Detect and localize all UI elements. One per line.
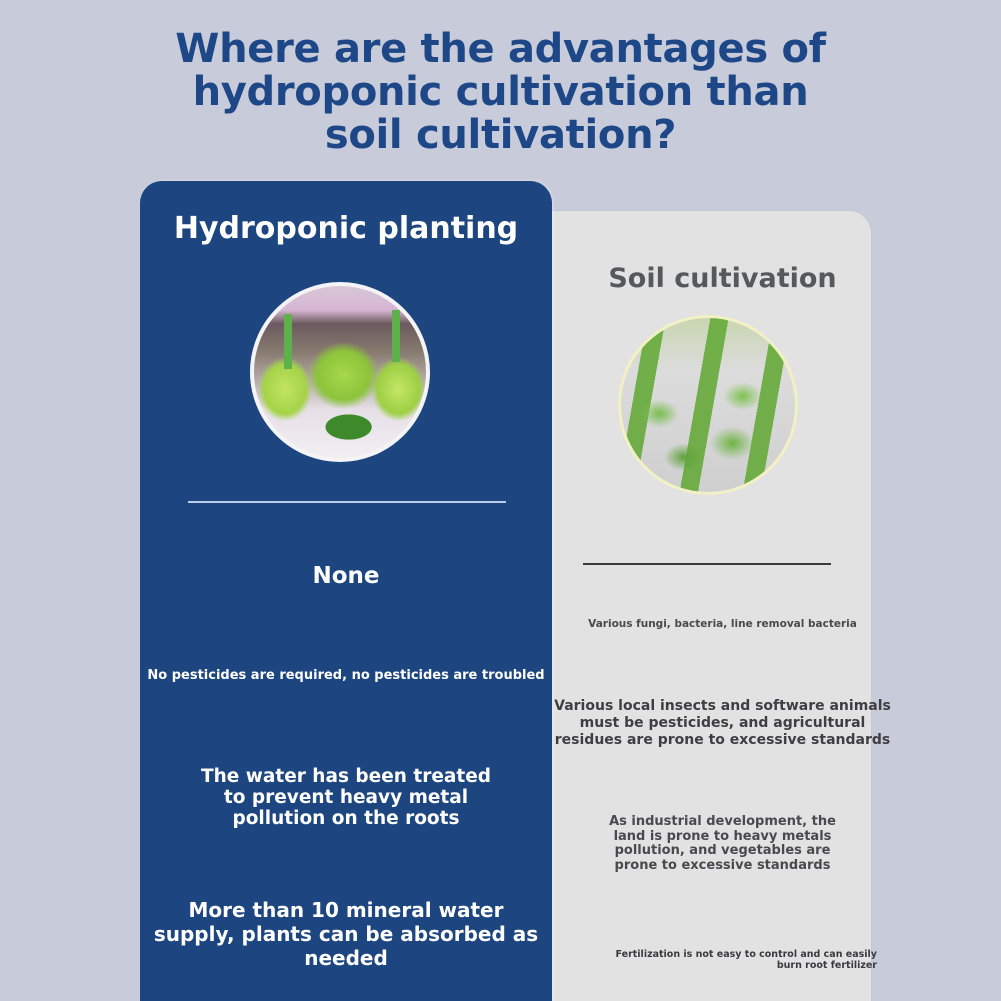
soil-row-fertilization: Fertilization is not easy to control and can easily burn root fertilizer [615, 949, 877, 971]
title-line-3: soil cultivation? [324, 112, 677, 158]
hydro-row-fertilization: More than 10 mineral water supply, plants can be absorbed as needed [153, 898, 539, 970]
hydro-card-title: Hydroponic planting [173, 211, 519, 246]
soil-card-title: Soil cultivation [608, 263, 837, 294]
title-line-2: hydroponic cultivation than [192, 69, 809, 115]
soil-divider [583, 563, 831, 565]
hydroponic-lettuce-photo [250, 282, 430, 462]
hydro-row-heavy-metals: The water has been treated to prevent heavy metal pollution on the roots [201, 766, 491, 829]
soil-row-heavy-metals: As industrial development, the land is prone to heavy metals pollution, and vegetables are prone to excessive standards [609, 814, 836, 873]
hydroponic-planting-card [140, 181, 552, 1001]
hydro-row-pesticides: No pesticides are required, no pesticides are troubled [147, 668, 545, 683]
soil-row-pesticides: Various local insects and software animals must be pesticides, and agricultural residues are prone to excessive standards [554, 698, 891, 748]
soil-cultivation-card [530, 211, 891, 1001]
title-line-1: Where are the advantages of [175, 26, 826, 72]
page-title [0, 28, 1001, 157]
hydro-divider [188, 501, 506, 503]
soil-row-pests-disease: Various fungi, bacteria, line removal bacteria [588, 618, 857, 630]
hydro-row-pests-disease: None [312, 563, 380, 589]
soil-lettuce-rows-photo [618, 315, 798, 495]
